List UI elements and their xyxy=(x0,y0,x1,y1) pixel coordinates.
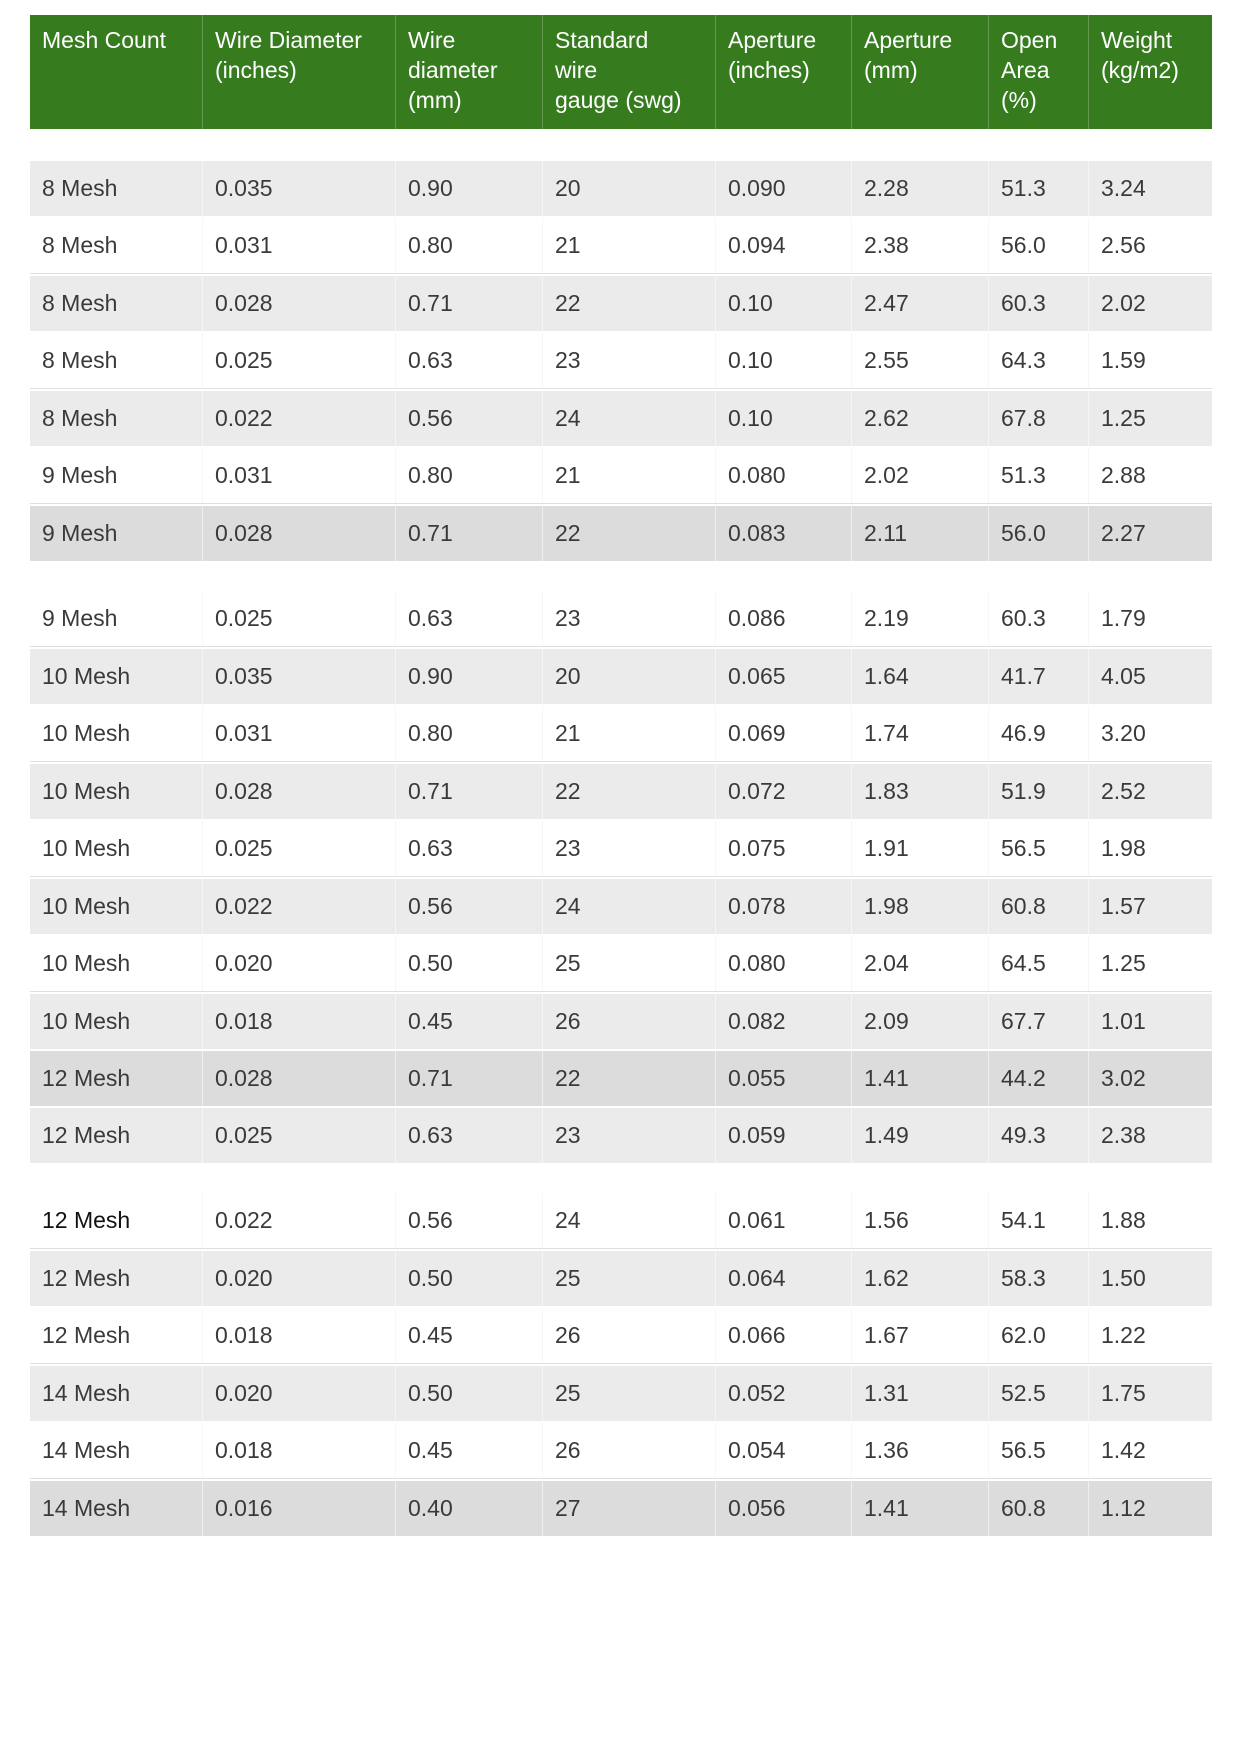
table-row xyxy=(30,1106,1212,1163)
open-area-cell: 49.3 xyxy=(988,1108,1088,1163)
aperture-mm-cell: 2.47 xyxy=(851,276,988,331)
aperture-inches-cell: 0.10 xyxy=(715,276,851,331)
open-area-cell: 60.8 xyxy=(988,879,1088,934)
open-area-cell: 64.3 xyxy=(988,333,1088,388)
mesh-count-cell: 9 Mesh xyxy=(42,462,118,488)
mesh-count-cell: 8 Mesh xyxy=(42,175,118,201)
swg-cell: 26 xyxy=(542,994,715,1049)
swg-cell: 21 xyxy=(542,218,715,273)
table-row xyxy=(30,1049,1212,1106)
mesh-count-cell: 8 Mesh xyxy=(42,405,118,431)
wire-diameter-inches-cell: 0.018 xyxy=(202,994,395,1049)
weight-cell: 1.25 xyxy=(1088,936,1212,991)
mesh-count-cell: 10 Mesh xyxy=(42,1008,131,1034)
header-standard-wire-gauge: Standard wire gauge (swg) xyxy=(542,15,715,129)
aperture-mm-cell: 2.11 xyxy=(851,506,988,561)
aperture-inches-cell: 0.082 xyxy=(715,994,851,1049)
mesh-count-cell: 8 Mesh xyxy=(42,347,118,373)
aperture-inches-cell: 0.10 xyxy=(715,333,851,388)
wire-diameter-mm-cell: 0.45 xyxy=(395,1423,542,1478)
table-row xyxy=(30,389,1212,446)
wire-diameter-mm-cell: 0.71 xyxy=(395,1051,542,1106)
open-area-cell: 41.7 xyxy=(988,649,1088,704)
table-row xyxy=(30,446,1212,504)
mesh-count-cell: 12 Mesh xyxy=(42,1122,131,1148)
swg-cell: 21 xyxy=(542,706,715,761)
wire-diameter-inches-cell: 0.016 xyxy=(202,1481,395,1536)
table-row xyxy=(30,331,1212,389)
group-spacer xyxy=(30,561,1212,589)
wire-diameter-mm-cell: 0.90 xyxy=(395,161,542,216)
wire-diameter-inches-cell: 0.020 xyxy=(202,1366,395,1421)
swg-cell: 20 xyxy=(542,649,715,704)
aperture-inches-cell: 0.059 xyxy=(715,1108,851,1163)
wire-diameter-mm-cell: 0.71 xyxy=(395,276,542,331)
mesh-count-cell: 10 Mesh xyxy=(42,835,131,861)
swg-cell: 22 xyxy=(542,764,715,819)
table-row xyxy=(30,159,1212,216)
aperture-mm-cell: 2.02 xyxy=(851,448,988,503)
table-row xyxy=(30,647,1212,704)
mesh-count-cell: 8 Mesh xyxy=(42,290,118,316)
mesh-count-cell: 9 Mesh xyxy=(42,605,118,631)
swg-cell: 23 xyxy=(542,821,715,876)
wire-diameter-mm-cell: 0.63 xyxy=(395,591,542,646)
wire-diameter-mm-cell: 0.63 xyxy=(395,333,542,388)
wire-diameter-inches-cell: 0.022 xyxy=(202,879,395,934)
mesh-count-cell: 10 Mesh xyxy=(42,778,131,804)
mesh-spec-table xyxy=(30,15,1212,1536)
mesh-count-cell: 14 Mesh xyxy=(42,1495,131,1521)
swg-cell: 22 xyxy=(542,276,715,331)
table-row xyxy=(30,589,1212,647)
weight-cell: 1.98 xyxy=(1088,821,1212,876)
swg-cell: 26 xyxy=(542,1308,715,1363)
wire-diameter-inches-cell: 0.031 xyxy=(202,448,395,503)
open-area-cell: 56.5 xyxy=(988,821,1088,876)
header-weight: Weight (kg/m2) xyxy=(1088,15,1212,129)
swg-cell: 25 xyxy=(542,1251,715,1306)
swg-cell: 27 xyxy=(542,1481,715,1536)
wire-diameter-mm-cell: 0.71 xyxy=(395,506,542,561)
table-row xyxy=(30,992,1212,1049)
swg-cell: 26 xyxy=(542,1423,715,1478)
weight-cell: 2.27 xyxy=(1088,506,1212,561)
weight-cell: 2.52 xyxy=(1088,764,1212,819)
aperture-mm-cell: 2.38 xyxy=(851,218,988,273)
aperture-inches-cell: 0.094 xyxy=(715,218,851,273)
mesh-count-cell: 10 Mesh xyxy=(42,893,131,919)
mesh-count-cell: 14 Mesh xyxy=(42,1437,131,1463)
header-open-area: Open Area (%) xyxy=(988,15,1088,129)
weight-cell: 1.01 xyxy=(1088,994,1212,1049)
swg-cell: 24 xyxy=(542,391,715,446)
aperture-inches-cell: 0.055 xyxy=(715,1051,851,1106)
wire-diameter-inches-cell: 0.028 xyxy=(202,1051,395,1106)
swg-cell: 25 xyxy=(542,936,715,991)
wire-diameter-mm-cell: 0.90 xyxy=(395,649,542,704)
aperture-mm-cell: 2.28 xyxy=(851,161,988,216)
table-row xyxy=(30,504,1212,561)
aperture-mm-cell: 2.62 xyxy=(851,391,988,446)
wire-diameter-inches-cell: 0.031 xyxy=(202,218,395,273)
table-body xyxy=(30,129,1212,1536)
aperture-mm-cell: 1.98 xyxy=(851,879,988,934)
wire-diameter-mm-cell: 0.71 xyxy=(395,764,542,819)
aperture-mm-cell: 2.09 xyxy=(851,994,988,1049)
weight-cell: 4.05 xyxy=(1088,649,1212,704)
group-spacer xyxy=(30,129,1212,159)
aperture-mm-cell: 1.31 xyxy=(851,1366,988,1421)
aperture-mm-cell: 2.04 xyxy=(851,936,988,991)
weight-cell: 1.25 xyxy=(1088,391,1212,446)
aperture-mm-cell: 1.83 xyxy=(851,764,988,819)
wire-diameter-inches-cell: 0.018 xyxy=(202,1308,395,1363)
header-mesh-count: Mesh Count xyxy=(42,27,167,53)
open-area-cell: 52.5 xyxy=(988,1366,1088,1421)
wire-diameter-inches-cell: 0.025 xyxy=(202,333,395,388)
table-row xyxy=(30,704,1212,762)
wire-diameter-mm-cell: 0.56 xyxy=(395,391,542,446)
aperture-inches-cell: 0.052 xyxy=(715,1366,851,1421)
header-aperture-mm: Aperture (mm) xyxy=(851,15,988,129)
header-wire-diameter-mm: Wire diameter (mm) xyxy=(395,15,542,129)
aperture-inches-cell: 0.065 xyxy=(715,649,851,704)
aperture-mm-cell: 1.56 xyxy=(851,1193,988,1248)
aperture-inches-cell: 0.056 xyxy=(715,1481,851,1536)
swg-cell: 24 xyxy=(542,1193,715,1248)
open-area-cell: 56.5 xyxy=(988,1423,1088,1478)
wire-diameter-inches-cell: 0.025 xyxy=(202,1108,395,1163)
aperture-inches-cell: 0.072 xyxy=(715,764,851,819)
table-row xyxy=(30,1191,1212,1249)
aperture-mm-cell: 1.62 xyxy=(851,1251,988,1306)
wire-diameter-inches-cell: 0.025 xyxy=(202,591,395,646)
open-area-cell: 60.3 xyxy=(988,276,1088,331)
weight-cell: 2.38 xyxy=(1088,1108,1212,1163)
wire-diameter-inches-cell: 0.028 xyxy=(202,764,395,819)
wire-diameter-mm-cell: 0.50 xyxy=(395,936,542,991)
header-aperture-inches: Aperture (inches) xyxy=(715,15,851,129)
row-group xyxy=(30,1191,1212,1536)
mesh-count-cell: 10 Mesh xyxy=(42,950,131,976)
open-area-cell: 67.7 xyxy=(988,994,1088,1049)
wire-diameter-mm-cell: 0.45 xyxy=(395,1308,542,1363)
wire-diameter-inches-cell: 0.031 xyxy=(202,706,395,761)
wire-diameter-inches-cell: 0.022 xyxy=(202,1193,395,1248)
open-area-cell: 67.8 xyxy=(988,391,1088,446)
open-area-cell: 51.3 xyxy=(988,448,1088,503)
weight-cell: 1.57 xyxy=(1088,879,1212,934)
table-row xyxy=(30,274,1212,331)
weight-cell: 1.88 xyxy=(1088,1193,1212,1248)
aperture-mm-cell: 2.55 xyxy=(851,333,988,388)
aperture-inches-cell: 0.054 xyxy=(715,1423,851,1478)
aperture-inches-cell: 0.080 xyxy=(715,448,851,503)
mesh-count-cell: 8 Mesh xyxy=(42,232,118,258)
wire-diameter-inches-cell: 0.020 xyxy=(202,936,395,991)
wire-diameter-inches-cell: 0.018 xyxy=(202,1423,395,1478)
aperture-mm-cell: 1.91 xyxy=(851,821,988,876)
wire-diameter-mm-cell: 0.40 xyxy=(395,1481,542,1536)
swg-cell: 25 xyxy=(542,1366,715,1421)
weight-cell: 1.12 xyxy=(1088,1481,1212,1536)
table-row xyxy=(30,1364,1212,1421)
open-area-cell: 46.9 xyxy=(988,706,1088,761)
weight-cell: 1.22 xyxy=(1088,1308,1212,1363)
aperture-inches-cell: 0.078 xyxy=(715,879,851,934)
open-area-cell: 56.0 xyxy=(988,506,1088,561)
aperture-inches-cell: 0.086 xyxy=(715,591,851,646)
aperture-inches-cell: 0.061 xyxy=(715,1193,851,1248)
aperture-mm-cell: 1.64 xyxy=(851,649,988,704)
wire-diameter-mm-cell: 0.80 xyxy=(395,706,542,761)
mesh-count-cell: 12 Mesh xyxy=(42,1265,131,1291)
aperture-mm-cell: 1.41 xyxy=(851,1051,988,1106)
swg-cell: 22 xyxy=(542,1051,715,1106)
swg-cell: 23 xyxy=(542,1108,715,1163)
open-area-cell: 54.1 xyxy=(988,1193,1088,1248)
wire-diameter-mm-cell: 0.80 xyxy=(395,448,542,503)
weight-cell: 1.79 xyxy=(1088,591,1212,646)
aperture-mm-cell: 1.74 xyxy=(851,706,988,761)
aperture-inches-cell: 0.075 xyxy=(715,821,851,876)
open-area-cell: 51.3 xyxy=(988,161,1088,216)
weight-cell: 2.02 xyxy=(1088,276,1212,331)
table-row xyxy=(30,934,1212,992)
weight-cell: 3.24 xyxy=(1088,161,1212,216)
weight-cell: 3.02 xyxy=(1088,1051,1212,1106)
mesh-count-cell: 10 Mesh xyxy=(42,720,131,746)
aperture-mm-cell: 1.36 xyxy=(851,1423,988,1478)
open-area-cell: 60.8 xyxy=(988,1481,1088,1536)
mesh-count-cell: 12 Mesh xyxy=(42,1207,131,1233)
aperture-mm-cell: 2.19 xyxy=(851,591,988,646)
wire-diameter-inches-cell: 0.028 xyxy=(202,506,395,561)
swg-cell: 24 xyxy=(542,879,715,934)
table-row xyxy=(30,877,1212,934)
mesh-count-cell: 12 Mesh xyxy=(42,1322,131,1348)
open-area-cell: 51.9 xyxy=(988,764,1088,819)
group-spacer xyxy=(30,1163,1212,1191)
wire-diameter-mm-cell: 0.56 xyxy=(395,1193,542,1248)
table-header xyxy=(30,15,1212,129)
wire-diameter-mm-cell: 0.56 xyxy=(395,879,542,934)
mesh-count-cell: 9 Mesh xyxy=(42,520,118,546)
aperture-inches-cell: 0.083 xyxy=(715,506,851,561)
wire-diameter-inches-cell: 0.035 xyxy=(202,161,395,216)
weight-cell: 2.56 xyxy=(1088,218,1212,273)
mesh-count-cell: 14 Mesh xyxy=(42,1380,131,1406)
aperture-inches-cell: 0.066 xyxy=(715,1308,851,1363)
wire-diameter-inches-cell: 0.025 xyxy=(202,821,395,876)
open-area-cell: 44.2 xyxy=(988,1051,1088,1106)
weight-cell: 1.42 xyxy=(1088,1423,1212,1478)
wire-diameter-inches-cell: 0.035 xyxy=(202,649,395,704)
swg-cell: 23 xyxy=(542,591,715,646)
table-row xyxy=(30,1479,1212,1536)
aperture-inches-cell: 0.064 xyxy=(715,1251,851,1306)
open-area-cell: 56.0 xyxy=(988,218,1088,273)
aperture-inches-cell: 0.069 xyxy=(715,706,851,761)
table-row xyxy=(30,216,1212,274)
wire-diameter-mm-cell: 0.45 xyxy=(395,994,542,1049)
open-area-cell: 58.3 xyxy=(988,1251,1088,1306)
wire-diameter-inches-cell: 0.020 xyxy=(202,1251,395,1306)
mesh-count-cell: 12 Mesh xyxy=(42,1065,131,1091)
table-row xyxy=(30,819,1212,877)
aperture-mm-cell: 1.41 xyxy=(851,1481,988,1536)
swg-cell: 22 xyxy=(542,506,715,561)
wire-diameter-mm-cell: 0.50 xyxy=(395,1366,542,1421)
swg-cell: 20 xyxy=(542,161,715,216)
open-area-cell: 64.5 xyxy=(988,936,1088,991)
wire-diameter-inches-cell: 0.022 xyxy=(202,391,395,446)
wire-diameter-mm-cell: 0.80 xyxy=(395,218,542,273)
weight-cell: 3.20 xyxy=(1088,706,1212,761)
table-row xyxy=(30,1306,1212,1364)
wire-diameter-mm-cell: 0.63 xyxy=(395,1108,542,1163)
aperture-inches-cell: 0.10 xyxy=(715,391,851,446)
mesh-count-cell: 10 Mesh xyxy=(42,663,131,689)
aperture-mm-cell: 1.49 xyxy=(851,1108,988,1163)
table-row xyxy=(30,762,1212,819)
table-row xyxy=(30,1249,1212,1306)
weight-cell: 1.59 xyxy=(1088,333,1212,388)
aperture-inches-cell: 0.080 xyxy=(715,936,851,991)
aperture-mm-cell: 1.67 xyxy=(851,1308,988,1363)
weight-cell: 1.50 xyxy=(1088,1251,1212,1306)
open-area-cell: 62.0 xyxy=(988,1308,1088,1363)
weight-cell: 1.75 xyxy=(1088,1366,1212,1421)
row-group xyxy=(30,589,1212,1163)
open-area-cell: 60.3 xyxy=(988,591,1088,646)
wire-diameter-inches-cell: 0.028 xyxy=(202,276,395,331)
wire-diameter-mm-cell: 0.50 xyxy=(395,1251,542,1306)
header-wire-diameter-inches: Wire Diameter (inches) xyxy=(202,15,395,129)
aperture-inches-cell: 0.090 xyxy=(715,161,851,216)
wire-diameter-mm-cell: 0.63 xyxy=(395,821,542,876)
swg-cell: 21 xyxy=(542,448,715,503)
weight-cell: 2.88 xyxy=(1088,448,1212,503)
row-group xyxy=(30,159,1212,561)
swg-cell: 23 xyxy=(542,333,715,388)
table-row xyxy=(30,1421,1212,1479)
